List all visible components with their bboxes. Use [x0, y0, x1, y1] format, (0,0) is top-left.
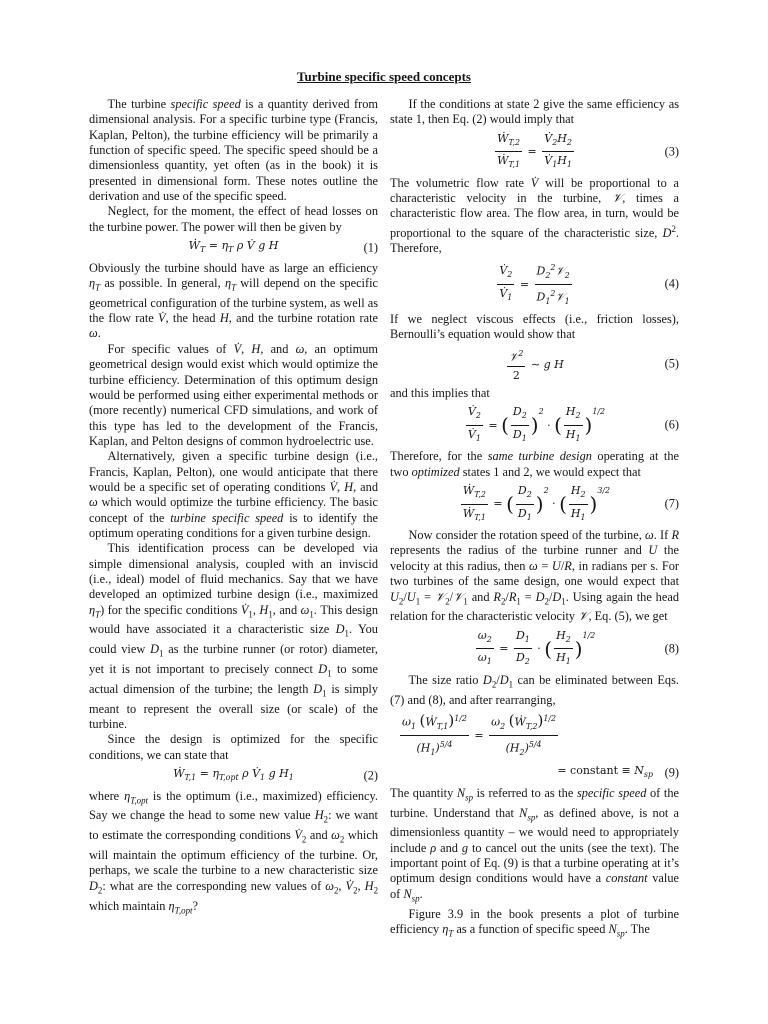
equation-1: Ẇ$_T$ = $\eta_T$ ρ V̇ g H (1) — [188, 239, 378, 255]
left-column — [89, 97, 378, 918]
page-title: Turbine specific speed concepts — [297, 69, 471, 84]
equation-1-number: (1) — [363, 240, 378, 255]
equation-8-number: (8) — [664, 641, 679, 656]
equation-4: $\frac{V̇_2}{V̇_1}$ = $\frac{D_2^2𝒱_2}{D_1^2𝒱_1}$ (4) — [390, 260, 679, 309]
equation-9-constant: = constant ≡ $N_{sp}$ (9) — [557, 764, 679, 780]
equation-4-number: (4) — [664, 276, 679, 291]
left-paragraph-4: For specific values of V̇, H, and ω, an optimum geometrical design would exist which would optimize the turbine efficiency. Determination of this optimum design would be performed using either experimental methods or (more recently) numerical CFD simulations, and work of this type has led to the development of the Francis, Kaplan, and Pelton designs of common hydroelectric use. — [89, 341, 378, 448]
equation-3-number: (3) — [664, 144, 679, 159]
right-paragraph-9: Figure 3.9 in the book presents a plot of turbine efficiency $\eta_T$ as a function of specific speed $N_{sp}$. The — [390, 906, 679, 939]
right-column — [390, 97, 679, 942]
right-paragraph-6: Now consider the rotation speed of the turbine, ω. If R represents the radius of the turbine runner and U the velocity at this radius, then ω = U/R, in radians per s. For two turbines of the same design, one would expect that $U_2/U_1$ = 𝒱$_2$/𝒱$_1$ and $R_2/R_1 = D_2/D_1$. Using again the head relation for the characteristic velocity 𝒱, Eq. (5), we get — [390, 528, 680, 624]
left-paragraph-1: The turbine specific speed is a quantity derived from dimensional analysis. For a specific turbine type (Francis, Kaplan, Pelton), the turbine efficiency will be primarily a function of specific speed. The specific speed should be a dimensionless quantity, yet often (as in the book) it is presented in dimensional form. These notes outline the derivation and use of the specific speed. — [89, 97, 379, 204]
equation-8: $\frac{\omega_2}{\omega_1}$ = $\frac{D_1}{D_2}$ · ( $\frac{H_2}{H_1}$ ) $^{1/2}$ (8) — [477, 628, 679, 667]
right-paragraph-8: The quantity $N_{sp}$ is referred to as the specific speed of the turbine. Understand that $N_{sp}$, as defined above, is not a dimensionless quantity – we would need to appropriately include ρ and g to cancel out the units (see the text). The important point of Eq. (9) is that a turbine operating at it’s optimum design conditions would have a constant value of $N_{sp}$. — [390, 785, 679, 904]
equation-5: $\frac{𝒱^2}{2}$ ∼ g H (5) — [390, 346, 679, 383]
equation-9: $\frac{\omega_1 (Ẇ_{T,1})^{1/2}}{(H_1)^{5/4}}$ = $\frac{\omega_2 (Ẇ_{T,2})^{1/2}}{(H_2)^{5/4}}$ — [402, 711, 557, 757]
equation-2-number: (2) — [363, 768, 378, 783]
equation-9-number: (9) — [664, 765, 679, 780]
equation-6-number: (6) — [664, 417, 679, 432]
equation-2: Ẇ$_{T,1}$ = $\eta_{T,opt}$ ρ $V̇_1$ g $H_1$ (2) — [173, 767, 378, 783]
equation-5-number: (5) — [664, 356, 679, 371]
left-paragraph-3: Obviously the turbine should have as large an efficiency $\eta_T$ as possible. In general, $\eta_T$ will depend on the specific geometrical configuration of the turbine system, as well as the flow rate V̇, the head H, and the turbine rotation rate ω. — [89, 260, 379, 341]
equation-7-number: (7) — [664, 496, 679, 511]
right-paragraph-2: The volumetric flow rate V̇ will be proportional to a characteristic velocity in the turbine, 𝒱, times a characteristic flow area. The flow area, in turn, would be proportional to the square of the characteristic size, $D^2$. Therefore, — [390, 175, 679, 256]
left-paragraph-2: Neglect, for the moment, the effect of head losses on the turbine power. The power will then be given by — [89, 204, 378, 234]
left-paragraph-7: Since the design is optimized for the specific conditions, we can state that — [89, 732, 378, 762]
right-paragraph-5: Therefore, for the same turbine design operating at the two optimized states 1 and 2, we would expect that — [390, 449, 679, 479]
left-paragraph-6: This identification process can be developed via simple dimensional analysis, coupled with an inviscid (i.e., ideal) model of fluid mechanics. Say that we have developed an optimized turbine design (i.e., maximized $\eta_T$) for the specific conditions $V̇_1$, $H_1$, and $\omega_1$. This design would have associated it a characteristic size $D_1$. You could view $D_1$ as the turbine runner (or rotor) diameter, yet it is not important to precisely connect $D_1$ to some actual dimension of the turbine; the length $D_1$ is simply meant to represent the overall size (or scale) of the turbine. — [89, 541, 378, 732]
equation-6: $\frac{V̇_2}{V̇_1}$ = ( $\frac{D_2}{D_1}$ ) $^2$ · ( $\frac{H_2}{H_1}$ ) $^{1/2}$ (6) — [467, 405, 679, 444]
equation-3: $\frac{Ẇ_{T,2}}{Ẇ_{T,1}}$ = $\frac{V̇_2H_2}{V̇_1H_1}$ (3) — [497, 131, 679, 170]
right-paragraph-3: If we neglect viscous effects (i.e., friction losses), Bernoulli’s equation would show that — [390, 311, 679, 342]
equation-7: $\frac{Ẇ_{T,2}}{Ẇ_{T,1}}$ = ( $\frac{D_2}{D_1}$ ) $^2$ · ( $\frac{H_2}{H_1}$ ) $^{3/2}$ (7) — [462, 484, 679, 522]
right-paragraph-1: If the conditions at state 2 give the same efficiency as state 1, then Eq. (2) would imply that — [390, 97, 679, 127]
right-paragraph-7: The size ratio $D_2/D_1$ can be eliminated between Eqs. (7) and (8), and after rearranging, — [390, 672, 679, 707]
left-paragraph-5: Alternatively, given a specific turbine design (i.e., Francis, Kaplan, Pelton), one would anticipate that there would be a specific set of operating conditions V̇, H, and ω which would optimize the turbine efficiency. The basic concept of the turbine specific speed is to identify the optimum operating conditions for a given turbine design. — [89, 449, 378, 540]
left-paragraph-8: where $\eta_{T,opt}$ is the optimum (i.e., maximized) efficiency. Say we change the head to some new value $H_2$: we want to estimate the corresponding conditions $V̇_2$ and $\omega_2$ which will maintain the optimum efficiency of the turbine. Or, perhaps, we scale the turbine to a new characteristic size $D_2$: what are the corresponding new values of $\omega_2$, $V̇_2$, $H_2$ which maintain $\eta_{T,opt}$? — [89, 788, 378, 916]
right-paragraph-4: and this implies that — [390, 385, 490, 400]
